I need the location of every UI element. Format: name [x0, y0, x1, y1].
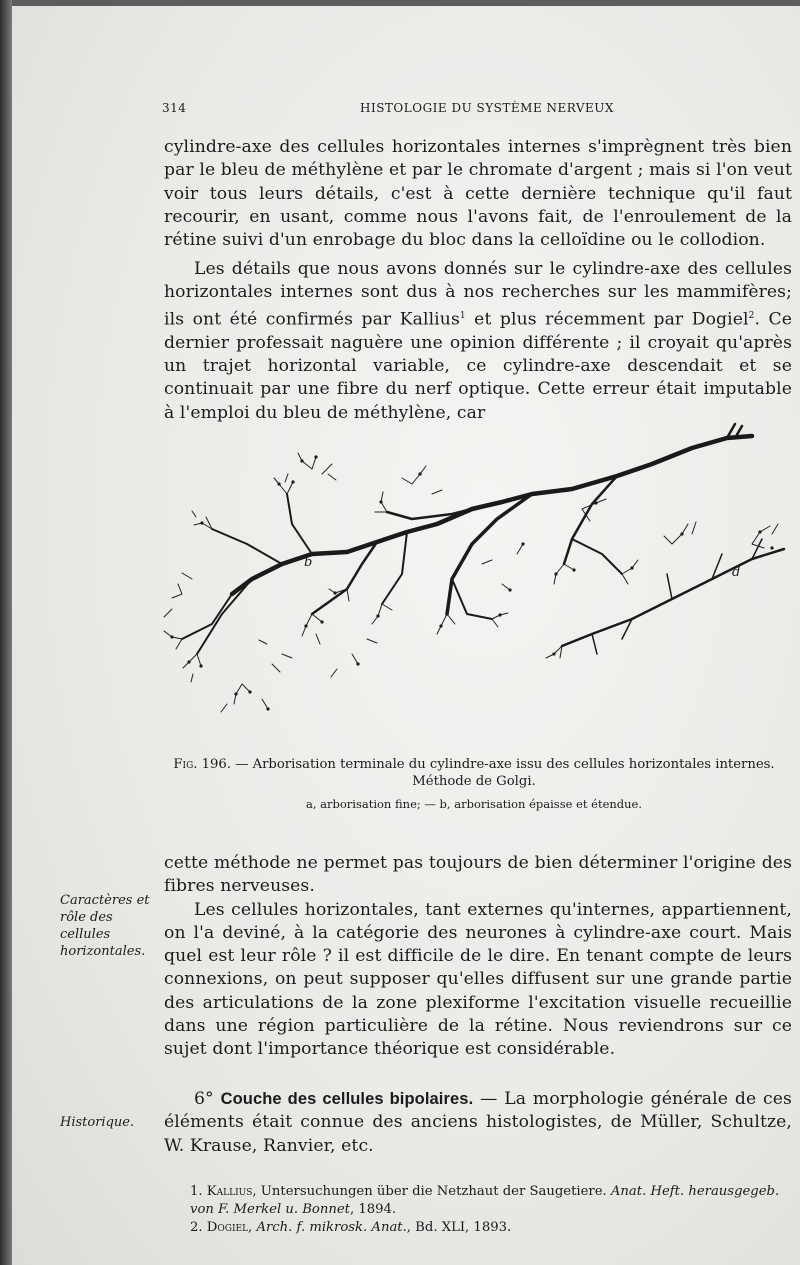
main-axon-drawing — [182, 424, 784, 654]
caption-main — [172, 756, 776, 790]
footnotes — [172, 1183, 792, 1237]
paragraph-2-part1: Les détails que nous avons donnés sur le cylindre-axe des cellules horizontales internes sont dus à nos recherches sur les mammifères; ils ont été confirmés par Kallius — [164, 259, 792, 330]
paragraph-2-text — [164, 258, 792, 425]
footnote-1-author: Kallius — [206, 1184, 253, 1199]
footnote-ref-2: 2 — [748, 310, 755, 321]
figure-label-d: d — [732, 565, 741, 580]
paragraph-4-body: — La morphologie générale de ces éléments était connue des anciens histologistes, de Müller, Schultze, W. Krause, Ranvier, etc. — [164, 1089, 792, 1156]
arborisation-varicosities — [170, 455, 773, 710]
footnote-2-source: Arch. f. mikrosk. Anat. — [256, 1220, 407, 1235]
footnote-1 — [172, 1183, 792, 1219]
running-title: HISTOLOGIE DU SYSTÈME NERVEUX — [360, 101, 614, 115]
paragraph-2-part3: . Ce dernier professait naguère une opinion différente ; il croyait qu'après un trajet horizontal variable, ce cylindre-axe descendait et se continuait par une fibre du nerf optique. Cette erreur était imputable à l'emploi du bleu de méthylène, car — [164, 309, 792, 423]
caption-figure-number: Fig. 196. — [173, 757, 232, 772]
fine-arborisation-drawing — [164, 453, 778, 712]
figure-caption — [172, 756, 776, 813]
paragraph-1-text: cylindre-axe des cellules horizontales internes s'imprègnent très bien par le bleu de méthylène et par le chromate d'argent ; mais si l'on veut voir tous leurs détails, c'est à cette dernière technique qu'il faut recourir, en usant, comme nous l'avons fait, de l'enroulement de la rétine suivi d'un enrobage du bloc dans la celloïdine ou le collodion. — [164, 137, 792, 251]
paragraph-1 — [164, 136, 792, 252]
running-header — [162, 101, 632, 121]
footnote-1-text: , Untersuchungen über die Netzhaut der Saugetiere. — [252, 1184, 607, 1199]
margin-note-historique: Historique. — [60, 1115, 135, 1130]
paragraph-4 — [164, 1088, 792, 1158]
section-heading: Couche des cellules bipolaires. — [220, 1090, 474, 1108]
figure-label-b: b — [304, 555, 313, 570]
figure-196-illustration — [152, 414, 792, 749]
footnote-ref-1: 1 — [459, 310, 466, 321]
footnote-2-text: , Bd. XLI, 1893. — [406, 1220, 512, 1235]
paragraph-3-text: cette méthode ne permet pas toujours de bien déterminer l'origine des fibres nerveuses. — [164, 853, 792, 897]
footnote-1-source: Anat. Heft. herausgegeb. von F. Merkel u. Bonnet — [190, 1184, 780, 1217]
paragraph-3 — [164, 852, 792, 1062]
section-number: 6° — [194, 1089, 214, 1109]
page-number: 314 — [162, 101, 187, 115]
margin-note-caracteres: Caractères et rôle des cellules horizontales. — [60, 893, 150, 959]
paragraph-4-text — [164, 1088, 792, 1158]
footnote-1-year: , 1894. — [349, 1202, 397, 1217]
caption-text: — Arborisation terminale du cylindre-axe issu des cellules horizontales internes. Méthode de Golgi. — [231, 757, 775, 789]
book-page — [12, 6, 800, 1265]
paragraph-2 — [164, 258, 792, 425]
footnote-1-number: 1. — [190, 1184, 203, 1199]
book-spine-shadow — [0, 0, 12, 1265]
footnote-2-author: Dogiel — [206, 1220, 249, 1235]
paragraph-3b-text: Les cellules horizontales, tant externes qu'internes, appartiennent, on l'a deviné, à la catégorie des neurones à cylindre-axe court. Mais quel est leur rôle ? il est difficile de le dire. En tenant compte de leurs connexions, on peut supposer qu'elles diffusent sur une grande partie des articulations de la zone plexiforme l'excitation visuelle recueillie dans une région particulière de la rétine. Nous reviendrons sur ce sujet dont l'importance théorique est considérable. — [164, 899, 792, 1060]
caption-legend: a, arborisation fine; — b, arborisation épaisse et étendue. — [305, 797, 643, 811]
footnote-2: 2. Dogiel, Arch. f. mikrosk. Anat., Bd. XLI, 1893. — [190, 1220, 512, 1235]
footnote-2-number: 2. — [190, 1220, 203, 1235]
paragraph-2-part2: et plus récemment par Dogiel — [465, 309, 749, 330]
